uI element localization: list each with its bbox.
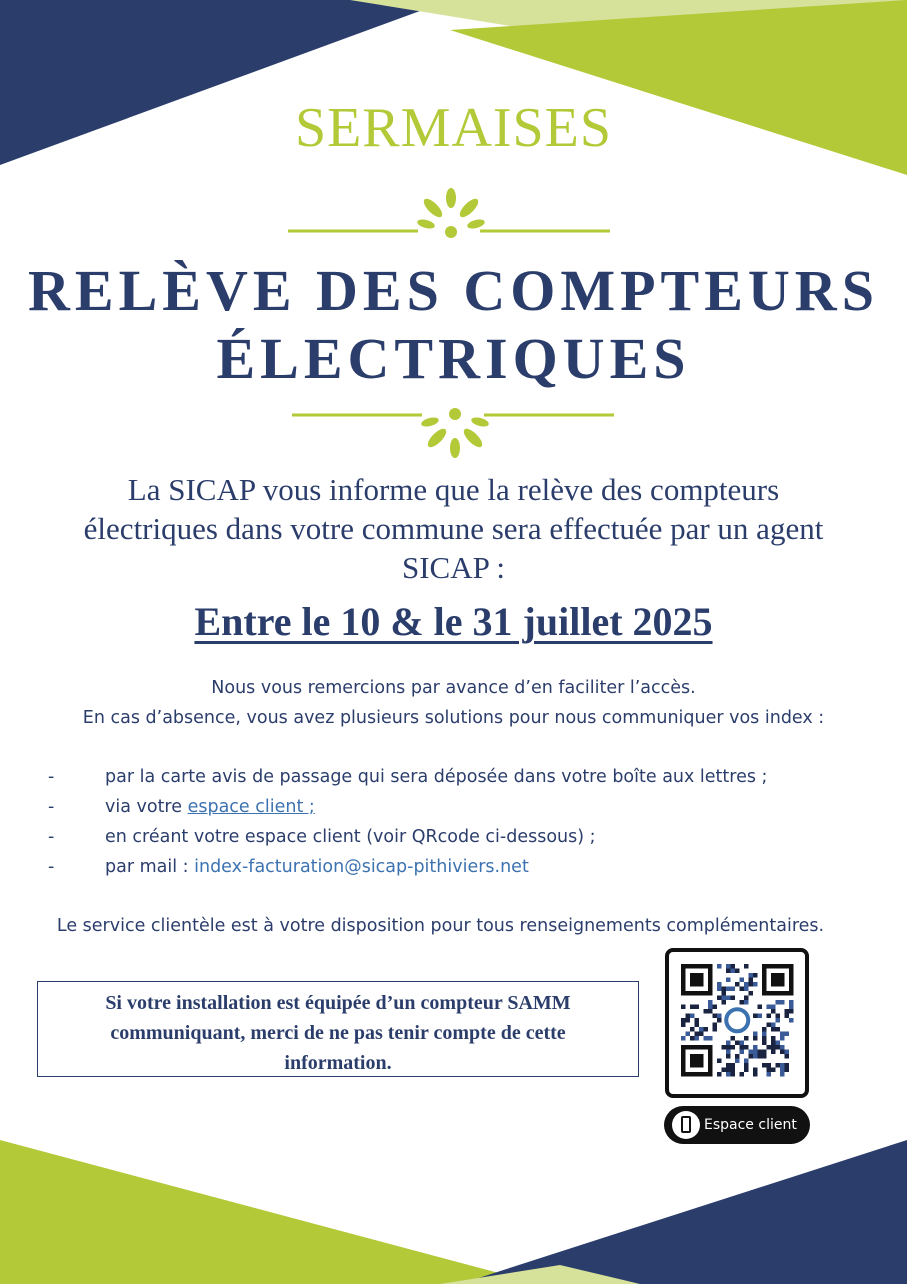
thanks-text: Nous vous remercions par avance d’en faciliter l’accès. [211, 678, 696, 698]
intro-line-3: SICAP : [401, 550, 506, 585]
intro-paragraph [30, 470, 877, 587]
top-ornament-icon [288, 186, 614, 242]
email-link[interactable]: index-facturation@sicap-pithiviers.net [194, 857, 529, 877]
option-mail-prefix: par mail : [105, 857, 195, 877]
list-item [48, 767, 767, 787]
qr-code-icon [669, 952, 805, 1094]
option-client-prefix: via votre [105, 797, 188, 817]
bottom-ornament-icon [292, 404, 618, 460]
espace-client-link[interactable]: espace client ; [187, 797, 315, 817]
list-item [48, 857, 529, 877]
intro-line-1: La SICAP vous informe que la relève des compteurs [127, 472, 780, 507]
town-name: SERMAISES [294, 97, 613, 159]
samm-notice-box [37, 981, 639, 1077]
absence-text: En cas d’absence, vous avez plusieurs solutions pour nous communiquer vos index : [82, 708, 825, 728]
list-dash: - [48, 797, 55, 817]
reading-period [0, 598, 907, 645]
service-text: Le service clientèle est à votre disposition pour tous renseignements complémentaires. [56, 916, 825, 936]
notice-line-1: Si votre installation est équipée d’un compteur SAMM [105, 992, 571, 1014]
list-dash: - [48, 857, 55, 877]
intro-line-2: électriques dans votre commune sera effectuée par un agent [83, 511, 824, 546]
qr-code-frame[interactable] [665, 948, 809, 1098]
espace-client-button-label: Espace client [704, 1117, 797, 1133]
notice-line-3: information. [284, 1052, 392, 1074]
reading-period-text: Entre le 10 & le 31 juillet 2025 [194, 599, 713, 644]
bottom-right-triangle [460, 1140, 907, 1284]
title-line-1: RELÈVE DES COMPTEURS [28, 258, 879, 323]
bottom-left-triangle [0, 1140, 540, 1284]
smartphone-icon [672, 1111, 700, 1139]
option-card-text: par la carte avis de passage qui sera déposée dans votre boîte aux lettres ; [105, 767, 768, 787]
list-item [48, 827, 596, 847]
list-dash: - [48, 767, 55, 787]
list-item [48, 797, 315, 817]
espace-client-button[interactable] [664, 1106, 810, 1144]
option-create-account-text: en créant votre espace client (voir QRcode ci-dessous) ; [105, 827, 596, 847]
list-dash: - [48, 827, 55, 847]
notice-line-2: communiquant, merci de ne pas tenir compte de cette [110, 1022, 566, 1044]
title-line-2: ÉLECTRIQUES [216, 326, 691, 391]
